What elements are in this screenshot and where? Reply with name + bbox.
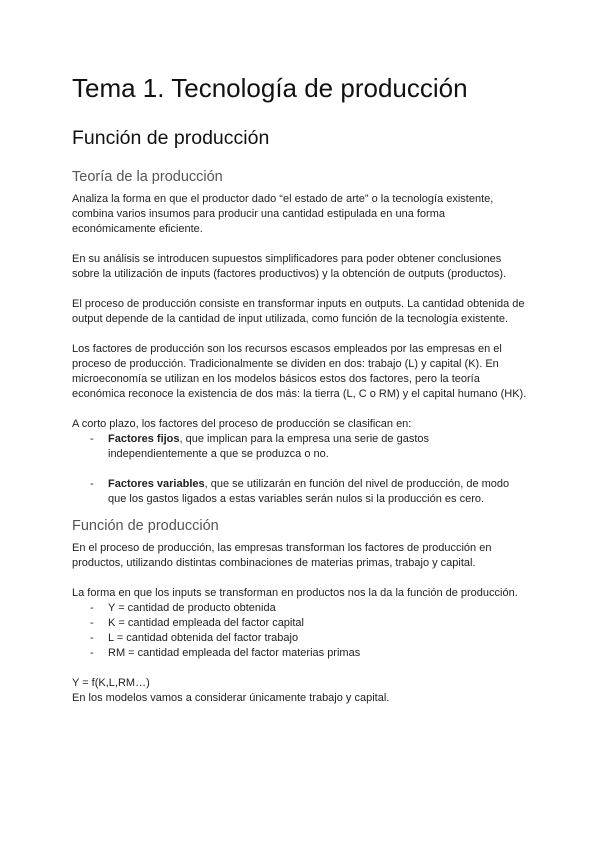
paragraph: Analiza la forma en que el productor dado “el estado de arte” o la tecnología existente, combina varios insumos para producir una cantidad estipulada en una forma económicamente eficiente. — [72, 193, 494, 235]
formula: Y = f(K,L,RM…) — [72, 677, 150, 689]
list-item: - Factores fijos, que implican para la empresa una serie de gastos independientemente a que se produzca o no. — [90, 433, 430, 460]
section-heading: Función de producción — [72, 127, 270, 149]
list-item: - Factores variables, que se utilizarán en función del nivel de producción, de modo que los gastos ligados a estas variables serán nulos si la producción es cero. — [90, 478, 510, 505]
paragraph: A corto plazo, los factores del proceso de producción se clasifican en: — [72, 418, 412, 430]
paragraph: En los modelos vamos a considerar únicamente trabajo y capital. — [72, 692, 390, 704]
term: Factores fijos — [108, 433, 180, 445]
factor-list — [72, 432, 528, 507]
list-item: - L = cantidad obtenida del factor trabajo — [90, 632, 299, 644]
list-item: - K = cantidad empleada del factor capital — [90, 617, 304, 629]
paragraph: En su análisis se introducen supuestos simplificadores para poder obtener conclusiones sobre la utilización de inputs (factores productivos) y la obtención de outputs (productos). — [72, 253, 507, 280]
term: Factores variables — [108, 478, 205, 490]
document-title: Tema 1. Tecnología de producción — [72, 73, 468, 103]
list-item: - Y = cantidad de producto obtenida — [90, 602, 276, 614]
paragraph: El proceso de producción consiste en transformar inputs en outputs. La cantidad obtenida de output depende de la cantidad de input utilizada, como función de la tecnología existente. — [72, 298, 525, 325]
variable-list — [72, 601, 528, 661]
subsection-heading-function: Función de producción — [72, 518, 219, 534]
list-item: - RM = cantidad empleada del factor materias primas — [90, 647, 361, 659]
paragraph: Los factores de producción son los recursos escasos empleados por las empresas en el proceso de producción. Tradicionalmente se dividen en dos: trabajo (L) y capital (K). En microeconomía se utilizan en los modelos básicos estos dos factores, pero la teoría económica reconoce la existencia de dos más: la tierra (L, C o RM) y el capital humano (HK). — [72, 343, 527, 400]
paragraph: En el proceso de producción, las empresas transforman los factores de producción en productos, utilizando distintas combinaciones de materias primas, trabajo y capital. — [72, 542, 492, 569]
subsection-heading-theory: Teoría de la producción — [72, 169, 223, 185]
paragraph: La forma en que los inputs se transforman en productos nos la da la función de producción. — [72, 587, 518, 599]
